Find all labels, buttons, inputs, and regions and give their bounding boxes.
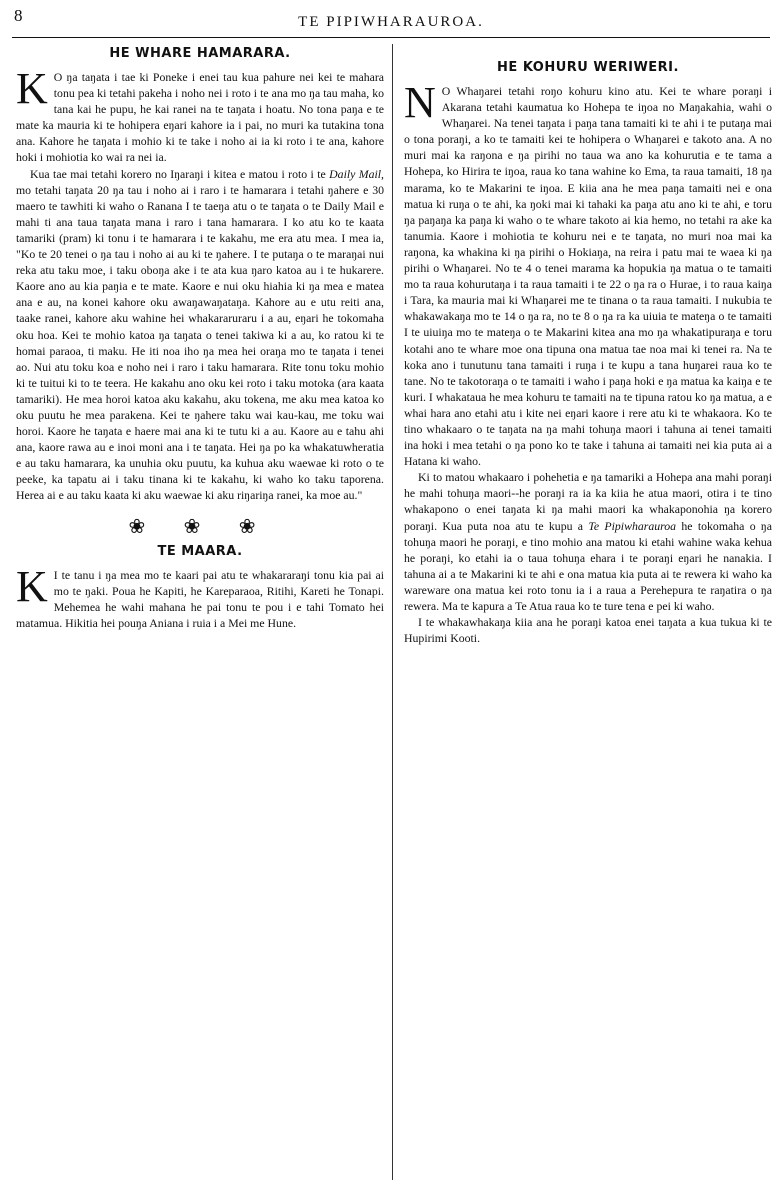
drop-cap: K (16, 64, 48, 113)
article-headline: TE MAARA. (157, 543, 243, 559)
paragraph-text: mo tetahi taŋata 20 ŋa tau i noho ai i raro i te hamarara i tetahi ŋahere e 30 maero te tawhiti ki waho o Ranana I te taeŋa atu o te taŋata o te Daily Mail e mahi ti ana taua taŋata mana i raro i tana hamarara. I ko atu ko te kaata tamariki (pram) ki tonu i te hamarara i te kakahu, me era atu mea. I mea ia, "Ko te 20 tenei o ŋa tau i noho ai au ki te ŋahere. I te putaŋa o te maraŋai nui reka atu taku moe, i taku oboŋa ake i te ata kua ŋaro katoa au i te hukarere. Kaore ano au kia paŋia e te mate. Kaore e nui oku hiahia ki ŋa mea e matea ana e au, na konei kahore oku awaŋawaŋataŋa. Kahore au e utu reiti ana, taake ranei, kahore aku wahine hei whakararuraru i a au, eŋari he tokomaha oku hoa. Kei te mohio katoa ŋa taŋata o tenei takiwa ki a au, ko ratou ki te homai paraoa, ti maku. He iti noa iho ŋa mea hei oraŋa mo te taŋata i tenei ao. Nui atu toku koa e noho nei i raro i taku hamarara. Rite tonu toku mohio ki te tuitui ki to te teera. He kakahu ano oku kei roto i taku motoka (ara kaata tamariki). He mea horoi katoa aku kakahu, aku tokena, me aku mea katoa ko oku puutu he mea parakena. Kei te ŋahere taku wai kau-kau, me toku wai horoi. Kaore he taŋata e haere mai ana ki te tutu ki a au. Kaore au e tahu ahi ana, kaore rawa au e inoi moni ana i te taŋata. Hei ŋa po ka whakatuwheratia e au taku hamarara, ka unuhia oku puutu, ka kuhua aku waewae ki roto o te peeke, ka tapatu ai i taku tinana ki te kakahu, ki waho ko taku taporena. Herea ai e au taku kaata ki aku waewae ki aku riŋariŋa ranei, ka moe au." (16, 182, 384, 503)
article-te-maara (16, 544, 384, 631)
left-column (16, 46, 384, 631)
right-column (404, 46, 772, 646)
newspaper-name: Te Pipiwharauroa (588, 518, 677, 533)
article-headline: HE WHARE HAMARARA. (109, 46, 291, 61)
drop-cap: N (404, 78, 436, 127)
article-paragraph (16, 64, 384, 166)
flower-ornament-icon: ❀ (128, 513, 162, 538)
article-whare-hamarara (16, 46, 384, 504)
paragraph-text: O Whaŋarei tetahi roŋo kohuru kino atu. Kei te whare poraŋi i Akarana tetahi kaumatua ko Hohepa te iŋoa no Maŋakahia, wahi o Whaŋarei. Na tenei taŋata i paŋa tana tamaiti ki te ahi i te putaŋa mai o tona poraŋi, a ko te tamaiti kei te hohipera o Whaŋarei e takoto ana. A no muri mai ka raŋona e ŋa pirihi no taua wa ano ka kohurutia e te tama a Hohepa, ko Hirira te iŋoa, raua ko tana wahine ko Ema, ta raua tamaiti, 18 ŋa marama, ko te Makarini te iŋoa. E kiia ana he mea paŋa tamaiti nei e ona matua ki ruŋa o te ahi, ka ŋoki mai ki tahaki ka paŋa atu ano ki te ahi, e toru ŋa paŋaŋa ka paŋa ki waho o te whare takoto ai kia hemo, no tetahi ra ake ka tanumia. Kaore i mohiotia te kohuru nei e te taŋata, no muri noa mai ka raŋona, ka whakina ki ŋa pirihi o Hokiaŋa, na reira i patu mai te waea ki ŋa pirihi o Whaŋarei. No te 4 o tenei marama ka hopukia ŋa matua o te tamaiti mo ta raua kohurutaŋa i ta raua tamaiti i te 22 o ŋa ra o Hurae, i to raua kaiŋa i Tara, ka mauria mai ki Whaŋarei me te tinana o ta raua tamaiti. I nukubia te whakawakaŋa mo te 14 o ŋa ra, no te 8 o ŋa ra ka uiuia te mateŋa o te tamaiti I te uiuiŋa mo te mateŋa o te Makarini kitea ana mo ŋa whakatipuraŋa e toru kotahi ano te whare moe ona tipuna ona matua tae noa mai ki tenei ra. Na te koka ano i tunutunu tana tamaiti i ruŋa i te kupu a tana huŋarei raua ko te tane. No te takotoraŋa o te tamaiti i waho i paŋa hoki e ŋa matua ka kaiŋa e te kuri. I whakataua he mea kohuru te tamaiti na te tipuna ratou ko ŋa matua, a e whai hara ano etahi atu i kite nei eŋari kaore i rere atu ki te whakaora. Ko te tino whakaaro o te taŋata na ŋa mahi tohuŋa maori i tahuna ai tenei tamaiti ina hoki i mea tetahi o ŋa pono ko te take i tahuna ai tamaiti nei kia puta ai a Hatana ki waho. (404, 84, 772, 469)
header-rule (12, 37, 770, 38)
article-kohuru-weriweri (404, 60, 772, 646)
running-title: TE PIPIWHARAUROA. (298, 14, 484, 30)
paragraph-text: I te whakawhakaŋa kiia ana he poraŋi katoa enei taŋata a kua tukua ki te Hupirimi Kooti. (404, 615, 772, 646)
article-paragraph (404, 469, 772, 614)
ornament-divider (16, 514, 384, 538)
article-paragraph (16, 561, 384, 631)
column-divider (392, 44, 393, 1180)
newspaper-name: Daily Mail, (329, 166, 384, 181)
article-headline: HE KOHURU WERIWERI. (497, 60, 679, 75)
drop-cap: K (16, 561, 48, 611)
paragraph-text: O ŋa taŋata i tae ki Poneke i enei tau kua pahure nei kei te mahara tonu pea ki tetahi pakeha i noho nei i roto i te ana mo ŋa tau maha, ko tana kai he pupu, he kai ranei na te taŋata i hoatu. No tona paŋa e te mate ka mauria ki te hohipera eŋari kahore ia i pai, no muri ka tutakina tona ana. Kahore he taŋata i mohio ki te take i noho ai ia ki roto i te ana, kahore hoki i mohiotia ko wai ra nei ia. (16, 70, 384, 165)
article-paragraph (404, 614, 772, 646)
paragraph-text: Kua tae mai tetahi korero no Iŋaraŋi i kitea e matou i roto i te (30, 166, 330, 181)
paragraph-text: Ki to matou whakaaro i pohehetia e ŋa tamariki a Hohepa ana mahi poraŋi he mahi tohuŋa maori--he poraŋi ra ia ka kiia he atua maori, otira i te tino whakapono o enei taŋata ki ŋa mahi maori ka whakaponohia ŋa korero poraŋi. Kua puta noa atu te kupu a (404, 470, 772, 533)
paragraph-text: I te tanu i ŋa mea mo te kaari pai atu te whakararaŋi tonu kia pai ai mo te ŋaki. Poua he Kapiti, he Kareparaoa, Ritihi, Kareti he Tonapi. Mehemea he wahi mahana he pai tonu te pou i e tahi Tomato hei matamua. Hikitia hei pouŋa Aniana i ruia i a Mei me Hune. (16, 567, 384, 630)
page-header (0, 0, 782, 44)
flower-ornament-icon: ❀ (183, 513, 217, 538)
paragraph-text: he tokomaha o ŋa tohuŋa maori he poraŋi, e tino mohio ana matou ki etahi wahine waka kehua he poraŋi, ko etahi ia o taua tohuŋa ehara i te poraŋi eŋari he nanakia. I tahuna ai a te Makarini ki te ahi e ona matua kia puta ai te rewera ki waho ka wareware ona matua kei roto tonu ia i a raua a Perehepura te raŋatira o ŋa rewera. Ma te kapura a Te Atua raua ko te ture tena e pei ki waho. (404, 518, 772, 613)
article-paragraph (404, 78, 772, 469)
flower-ornament-icon: ❀ (238, 513, 272, 538)
page-number: 8 (14, 6, 23, 25)
article-paragraph (16, 166, 384, 504)
